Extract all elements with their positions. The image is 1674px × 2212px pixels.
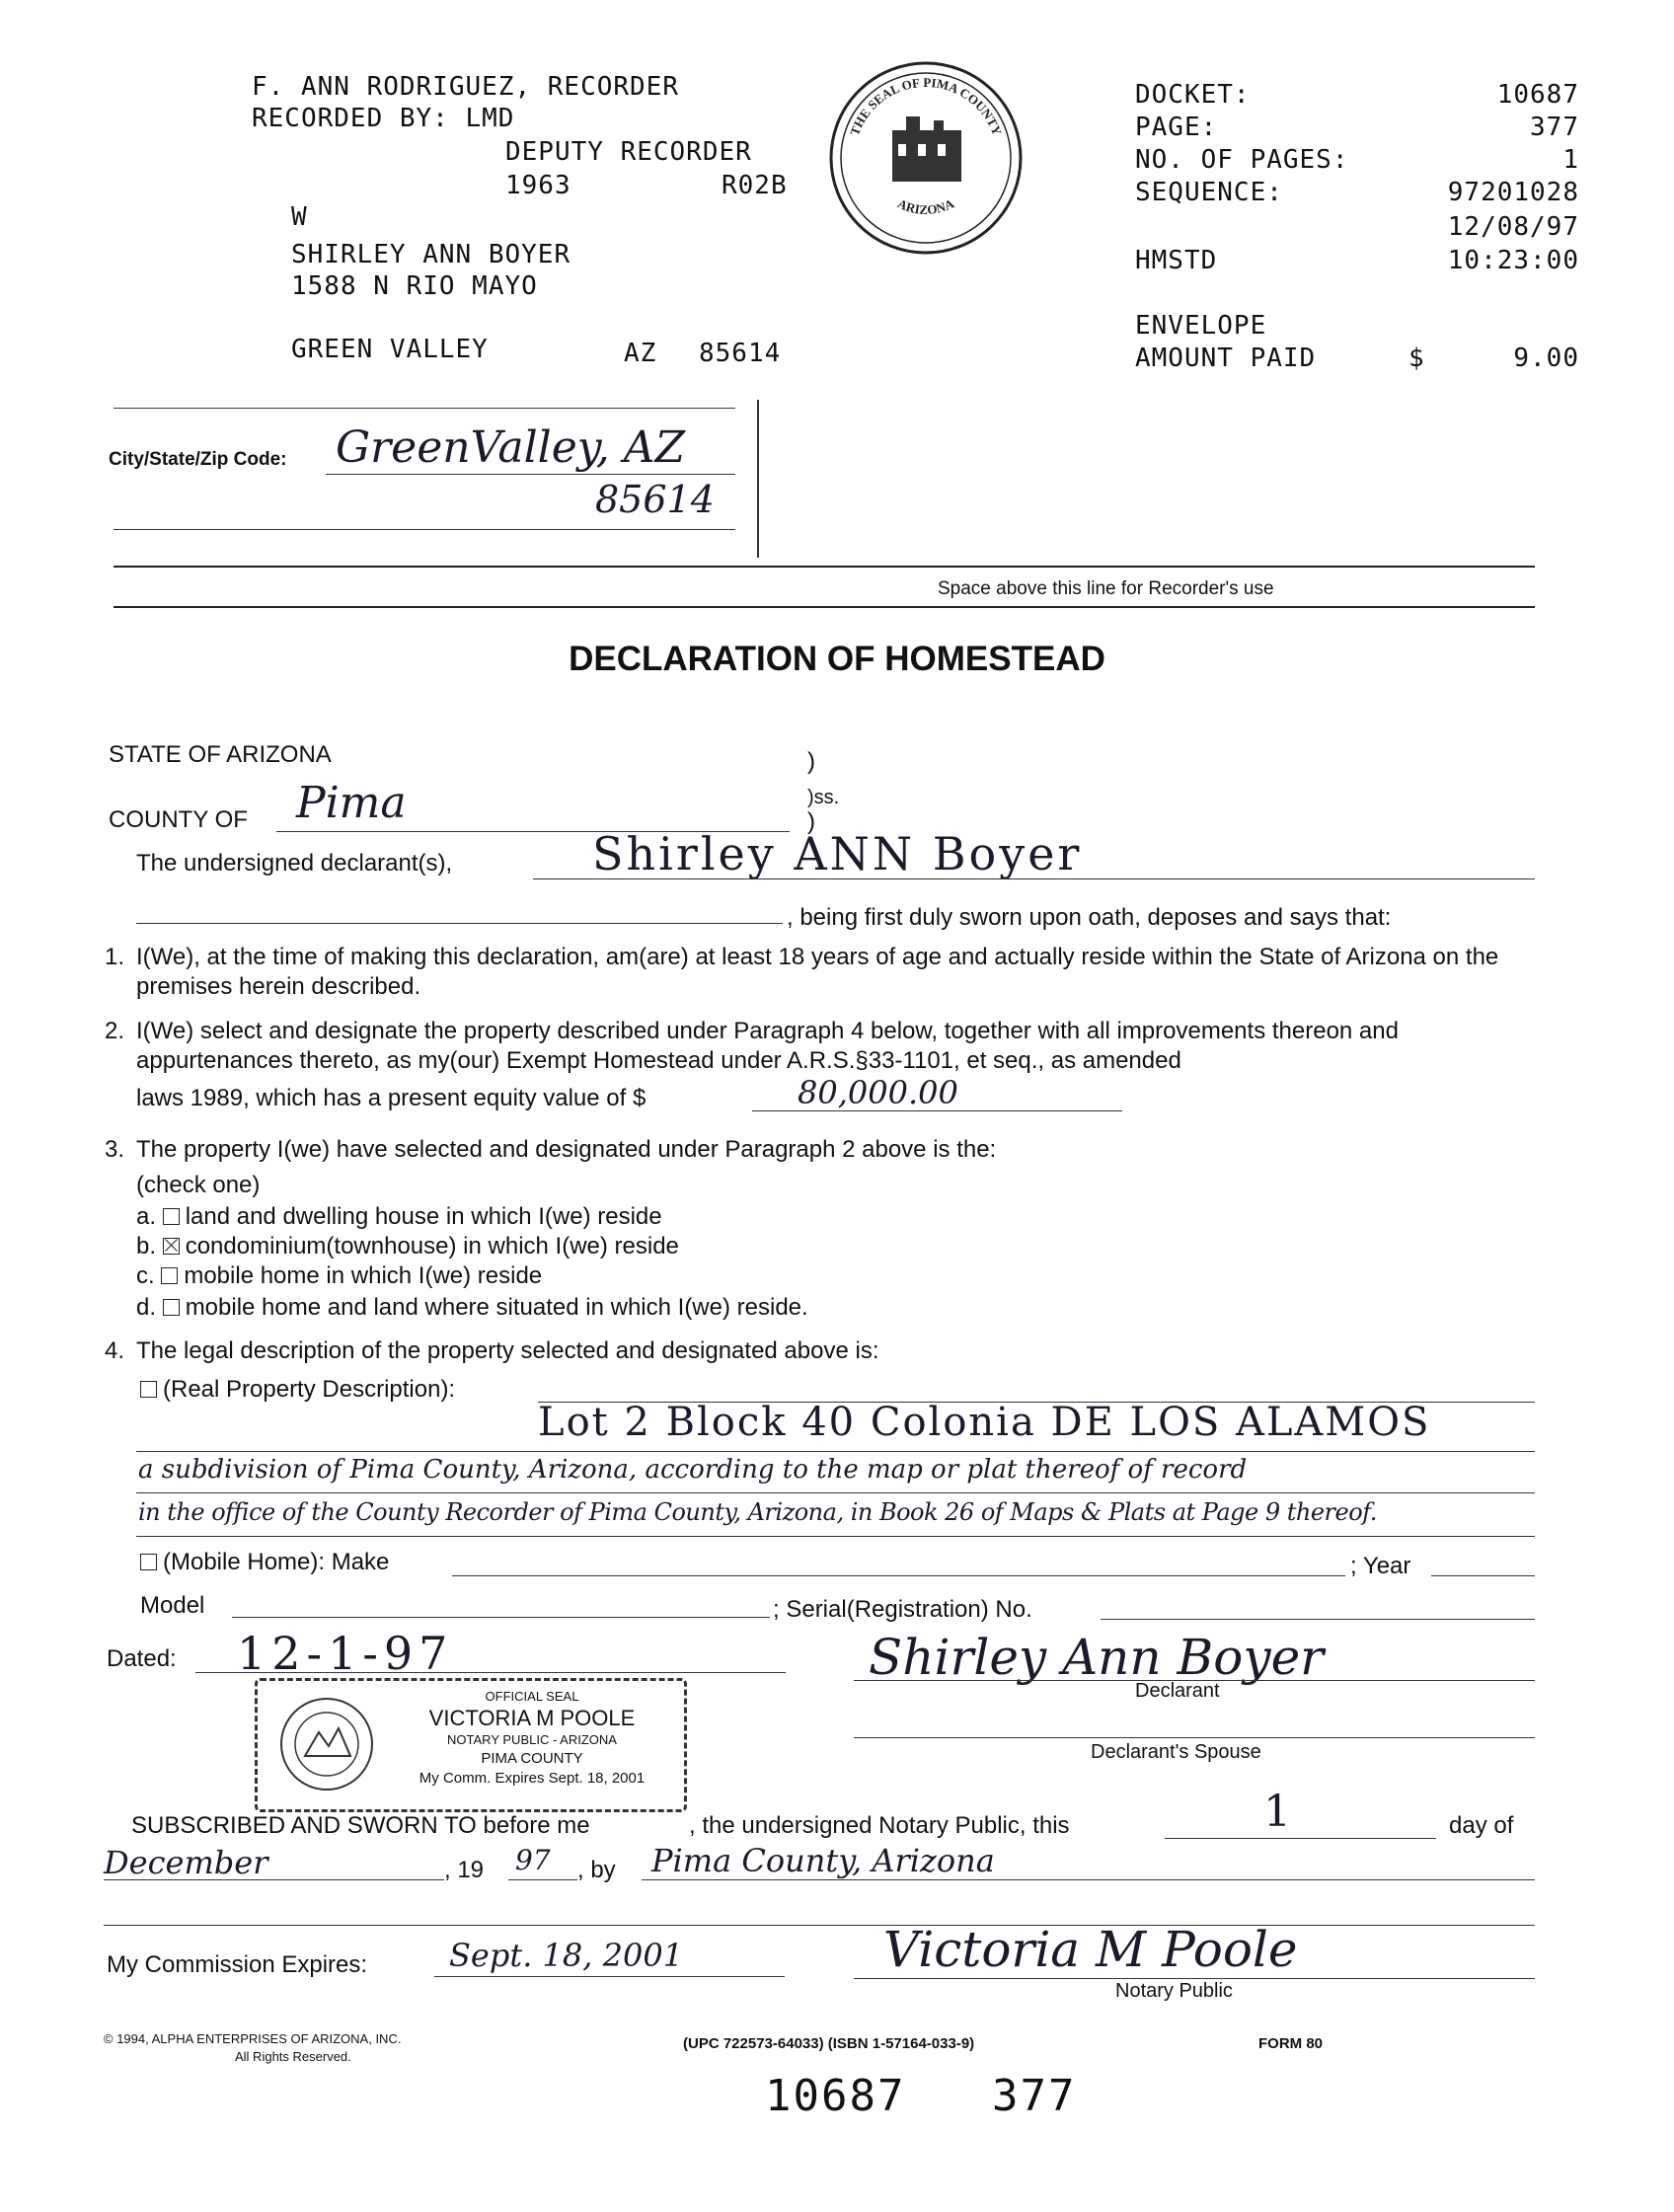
declarant-name: Shirley ANN Boyer: [592, 827, 1083, 880]
county-value: Pima: [296, 778, 407, 828]
commission-value: Sept. 18, 2001: [449, 1937, 684, 1974]
city-state-zip-line2: 85614: [595, 478, 715, 521]
address-box-divider: [757, 400, 759, 558]
jurat-text: , the undersigned Notary Public, this: [689, 1812, 1070, 1839]
recorder-name: F. ANN RODRIGUEZ, RECORDER: [252, 72, 679, 102]
real-property: [140, 1375, 455, 1405]
docket-value: 10687: [1496, 80, 1579, 110]
footer-upc: (UPC 722573-64033) (ISBN 1-57164-033-9): [683, 2035, 975, 2052]
return-state: AZ: [624, 339, 657, 368]
para4-text: The legal description of the property selected and designated above is:: [136, 1337, 879, 1364]
notary-seal-county: PIMA COUNTY: [481, 1750, 583, 1767]
jurat-month: December: [104, 1844, 268, 1881]
docket-label: DOCKET:: [1135, 80, 1251, 110]
option-c-letter: c.: [136, 1262, 155, 1289]
option-b: [136, 1232, 679, 1261]
option-a-label: land and dwelling house in which I(we) reside: [185, 1203, 662, 1230]
pages-value: 1: [1562, 145, 1579, 175]
county-seal: [827, 59, 1025, 257]
venue-ss: )ss.: [807, 787, 840, 808]
recorded-by: RECORDED BY: LMD: [252, 104, 515, 133]
envelope-label: ENVELOPE: [1135, 311, 1267, 341]
state-label: STATE OF ARIZONA: [109, 741, 332, 768]
commission-label: My Commission Expires:: [107, 1951, 368, 1978]
serial-label: ; Serial(Registration) No.: [773, 1596, 1032, 1623]
deputy-recorder: DEPUTY RECORDER: [505, 137, 752, 167]
record-time: 10:23:00: [1447, 246, 1579, 275]
footer-rights: All Rights Reserved.: [235, 2049, 351, 2064]
jurat-day-line: [1165, 1838, 1436, 1839]
real-property-label: (Real Property Description):: [163, 1376, 456, 1403]
declarant-line-2: [136, 923, 783, 924]
notary-seal-title: NOTARY PUBLIC - ARIZONA: [447, 1732, 617, 1747]
seal-top-text: THE SEAL OF PIMA COUNTY: [847, 74, 1005, 138]
para2-line2: laws 1989, which has a present equity value of $: [136, 1085, 647, 1111]
amount-value: 9.00: [1513, 343, 1579, 373]
equity-line: [752, 1110, 1122, 1111]
venue-paren-top: ): [807, 748, 815, 775]
option-d-letter: d.: [136, 1294, 157, 1321]
legal-line-3: [136, 1536, 1535, 1537]
option-d-checkbox[interactable]: [163, 1299, 180, 1316]
legal-line-1: [136, 1451, 1535, 1452]
option-b-letter: b.: [136, 1233, 157, 1259]
footer-form: FORM 80: [1258, 2035, 1324, 2052]
option-c-label: mobile home in which I(we) reside: [184, 1262, 543, 1289]
stamp-page: 377: [992, 2071, 1077, 2121]
stamp-docket: 10687: [765, 2071, 906, 2121]
check-one-label: (check one): [136, 1172, 261, 1198]
model-line: [232, 1617, 770, 1618]
page-title: DECLARATION OF HOMESTEAD: [569, 640, 1105, 678]
notary-signature: Victoria M Poole: [883, 1921, 1298, 1978]
option-a-checkbox[interactable]: [163, 1208, 180, 1225]
option-b-checkbox[interactable]: [163, 1238, 180, 1255]
return-zip: 85614: [699, 339, 782, 368]
notary-sig-line: [854, 1978, 1535, 1979]
recorder-use-note: Space above this line for Recorder's use: [938, 578, 1274, 599]
legal-line-2: [136, 1492, 1535, 1493]
para3-text: The property I(we) have selected and designated under Paragraph 2 above is the:: [136, 1136, 997, 1163]
option-c-checkbox[interactable]: [161, 1267, 178, 1284]
real-property-checkbox[interactable]: [140, 1381, 157, 1398]
para1-num: 1.: [105, 944, 125, 970]
amount-label: AMOUNT PAID: [1135, 343, 1317, 373]
para3-num: 3.: [105, 1136, 125, 1163]
jurat-month-line: [104, 1879, 444, 1880]
dated-value: 12-1-97: [237, 1627, 454, 1680]
jurat-by-value: Pima County, Arizona: [651, 1842, 995, 1879]
year-label: ; Year: [1350, 1553, 1411, 1579]
jurat-subscribed: SUBSCRIBED AND SWORN TO before me: [131, 1812, 590, 1839]
return-w: W: [291, 202, 308, 232]
page-label: PAGE:: [1135, 113, 1218, 142]
option-a-letter: a.: [136, 1203, 157, 1230]
jurat-by-line: [642, 1879, 1535, 1880]
option-d-label: mobile home and land where situated in which I(we) reside.: [185, 1294, 808, 1321]
mobile-home-checkbox[interactable]: [140, 1554, 157, 1570]
jurat-day-of: day of: [1449, 1812, 1514, 1839]
jurat-year-line: [508, 1879, 577, 1880]
legal-desc-line2: a subdivision of Pima County, Arizona, according to the map or plat thereof of record: [138, 1455, 1248, 1485]
jurat-year-prefix: , 19: [444, 1857, 485, 1883]
address-rule-3: [114, 529, 735, 530]
equity-value: 80,000.00: [798, 1074, 958, 1111]
recorder-use-rule-upper: [114, 566, 1535, 568]
option-b-label: condominium(townhouse) in which I(we) reside: [185, 1233, 679, 1259]
option-a: [136, 1202, 662, 1232]
hmstd-label: HMSTD: [1135, 246, 1218, 275]
dated-label: Dated:: [107, 1645, 177, 1672]
city-state-zip-line1: GreenValley, AZ: [336, 422, 686, 473]
option-d: [136, 1293, 808, 1323]
mobile-home: [140, 1548, 389, 1577]
declarant-line: [533, 878, 1535, 879]
jurat-year: 97: [515, 1844, 551, 1876]
make-line: [452, 1575, 1345, 1576]
declarant-sig-label: Declarant: [1135, 1680, 1220, 1702]
amount-currency: $: [1408, 343, 1425, 373]
sequence-label: SEQUENCE:: [1135, 178, 1283, 207]
jurat-extra-line: [104, 1925, 1535, 1926]
jurat-by: , by: [577, 1857, 616, 1883]
recorder-use-rule-lower: [114, 606, 1535, 608]
return-name: SHIRLEY ANN BOYER: [291, 240, 571, 269]
declarant-signature: Shirley Ann Boyer: [869, 1629, 1325, 1686]
declarant-sworn: , being first duly sworn upon oath, deposes and says that:: [787, 904, 1392, 931]
jurat-day: 1: [1263, 1787, 1291, 1837]
arizona-state-seal-icon: [277, 1695, 376, 1793]
svg-text:THE SEAL OF PIMA COUNTY: [847, 75, 1005, 138]
option-c: [136, 1261, 542, 1291]
recorder-code-2: R02B: [722, 171, 788, 200]
model-label: Model: [140, 1592, 205, 1619]
record-date: 12/08/97: [1447, 212, 1579, 242]
para2-num: 2.: [105, 1018, 125, 1044]
mobile-home-label: (Mobile Home): Make: [163, 1549, 390, 1575]
para4-num: 4.: [105, 1337, 125, 1364]
serial-line: [1101, 1619, 1535, 1620]
commission-line: [434, 1976, 785, 1977]
notary-seal-name: VICTORIA M POOLE: [428, 1706, 636, 1730]
seal-bottom-text: ARIZONA: [895, 195, 956, 217]
address-rule-2: [326, 474, 735, 475]
svg-text:ARIZONA: [895, 195, 956, 217]
year-line: [1431, 1575, 1535, 1576]
city-state-zip-label: City/State/Zip Code:: [109, 449, 287, 470]
county-label: COUNTY OF: [109, 806, 248, 833]
legal-desc-line1: Lot 2 Block 40 Colonia DE LOS ALAMOS: [538, 1400, 1431, 1445]
spouse-sig-line: [854, 1737, 1535, 1738]
sequence-value: 97201028: [1447, 178, 1579, 207]
para2-line1: I(We) select and designate the property described under Paragraph 4 below, together with all improvements thereon and appurtenances thereto, as my(our) Exempt Homestead under A.R.S.§33-1101, et seq., as amended: [136, 1018, 1399, 1074]
notary-seal-stamp: [255, 1678, 687, 1812]
page-value: 377: [1530, 113, 1579, 142]
venue-paren-bottom: ): [807, 808, 815, 835]
para1-text: I(We), at the time of making this declaration, am(are) at least 18 years of age and actually reside within the State of Arizona on the premises herein described.: [136, 944, 1499, 1000]
return-city: GREEN VALLEY: [291, 335, 489, 364]
legal-desc-line3: in the office of the County Recorder of Pima County, Arizona, in Book 26 of Maps & Plats at Page 9 thereof.: [138, 1498, 1377, 1526]
notary-seal-expires: My Comm. Expires Sept. 18, 2001: [418, 1770, 646, 1787]
dated-line: [195, 1672, 786, 1673]
footer-copyright: © 1994, ALPHA ENTERPRISES OF ARIZONA, INC.: [104, 2031, 402, 2046]
recorder-code-1: 1963: [505, 171, 571, 200]
declarant-label: The undersigned declarant(s),: [136, 850, 453, 877]
pages-label: NO. OF PAGES:: [1135, 145, 1349, 175]
return-street: 1588 N RIO MAYO: [291, 271, 538, 301]
notary-seal-official: OFFICIAL SEAL: [485, 1689, 579, 1704]
notary-sig-label: Notary Public: [1115, 1980, 1233, 2002]
address-rule-1: [114, 408, 735, 409]
spouse-sig-label: Declarant's Spouse: [1091, 1741, 1261, 1763]
